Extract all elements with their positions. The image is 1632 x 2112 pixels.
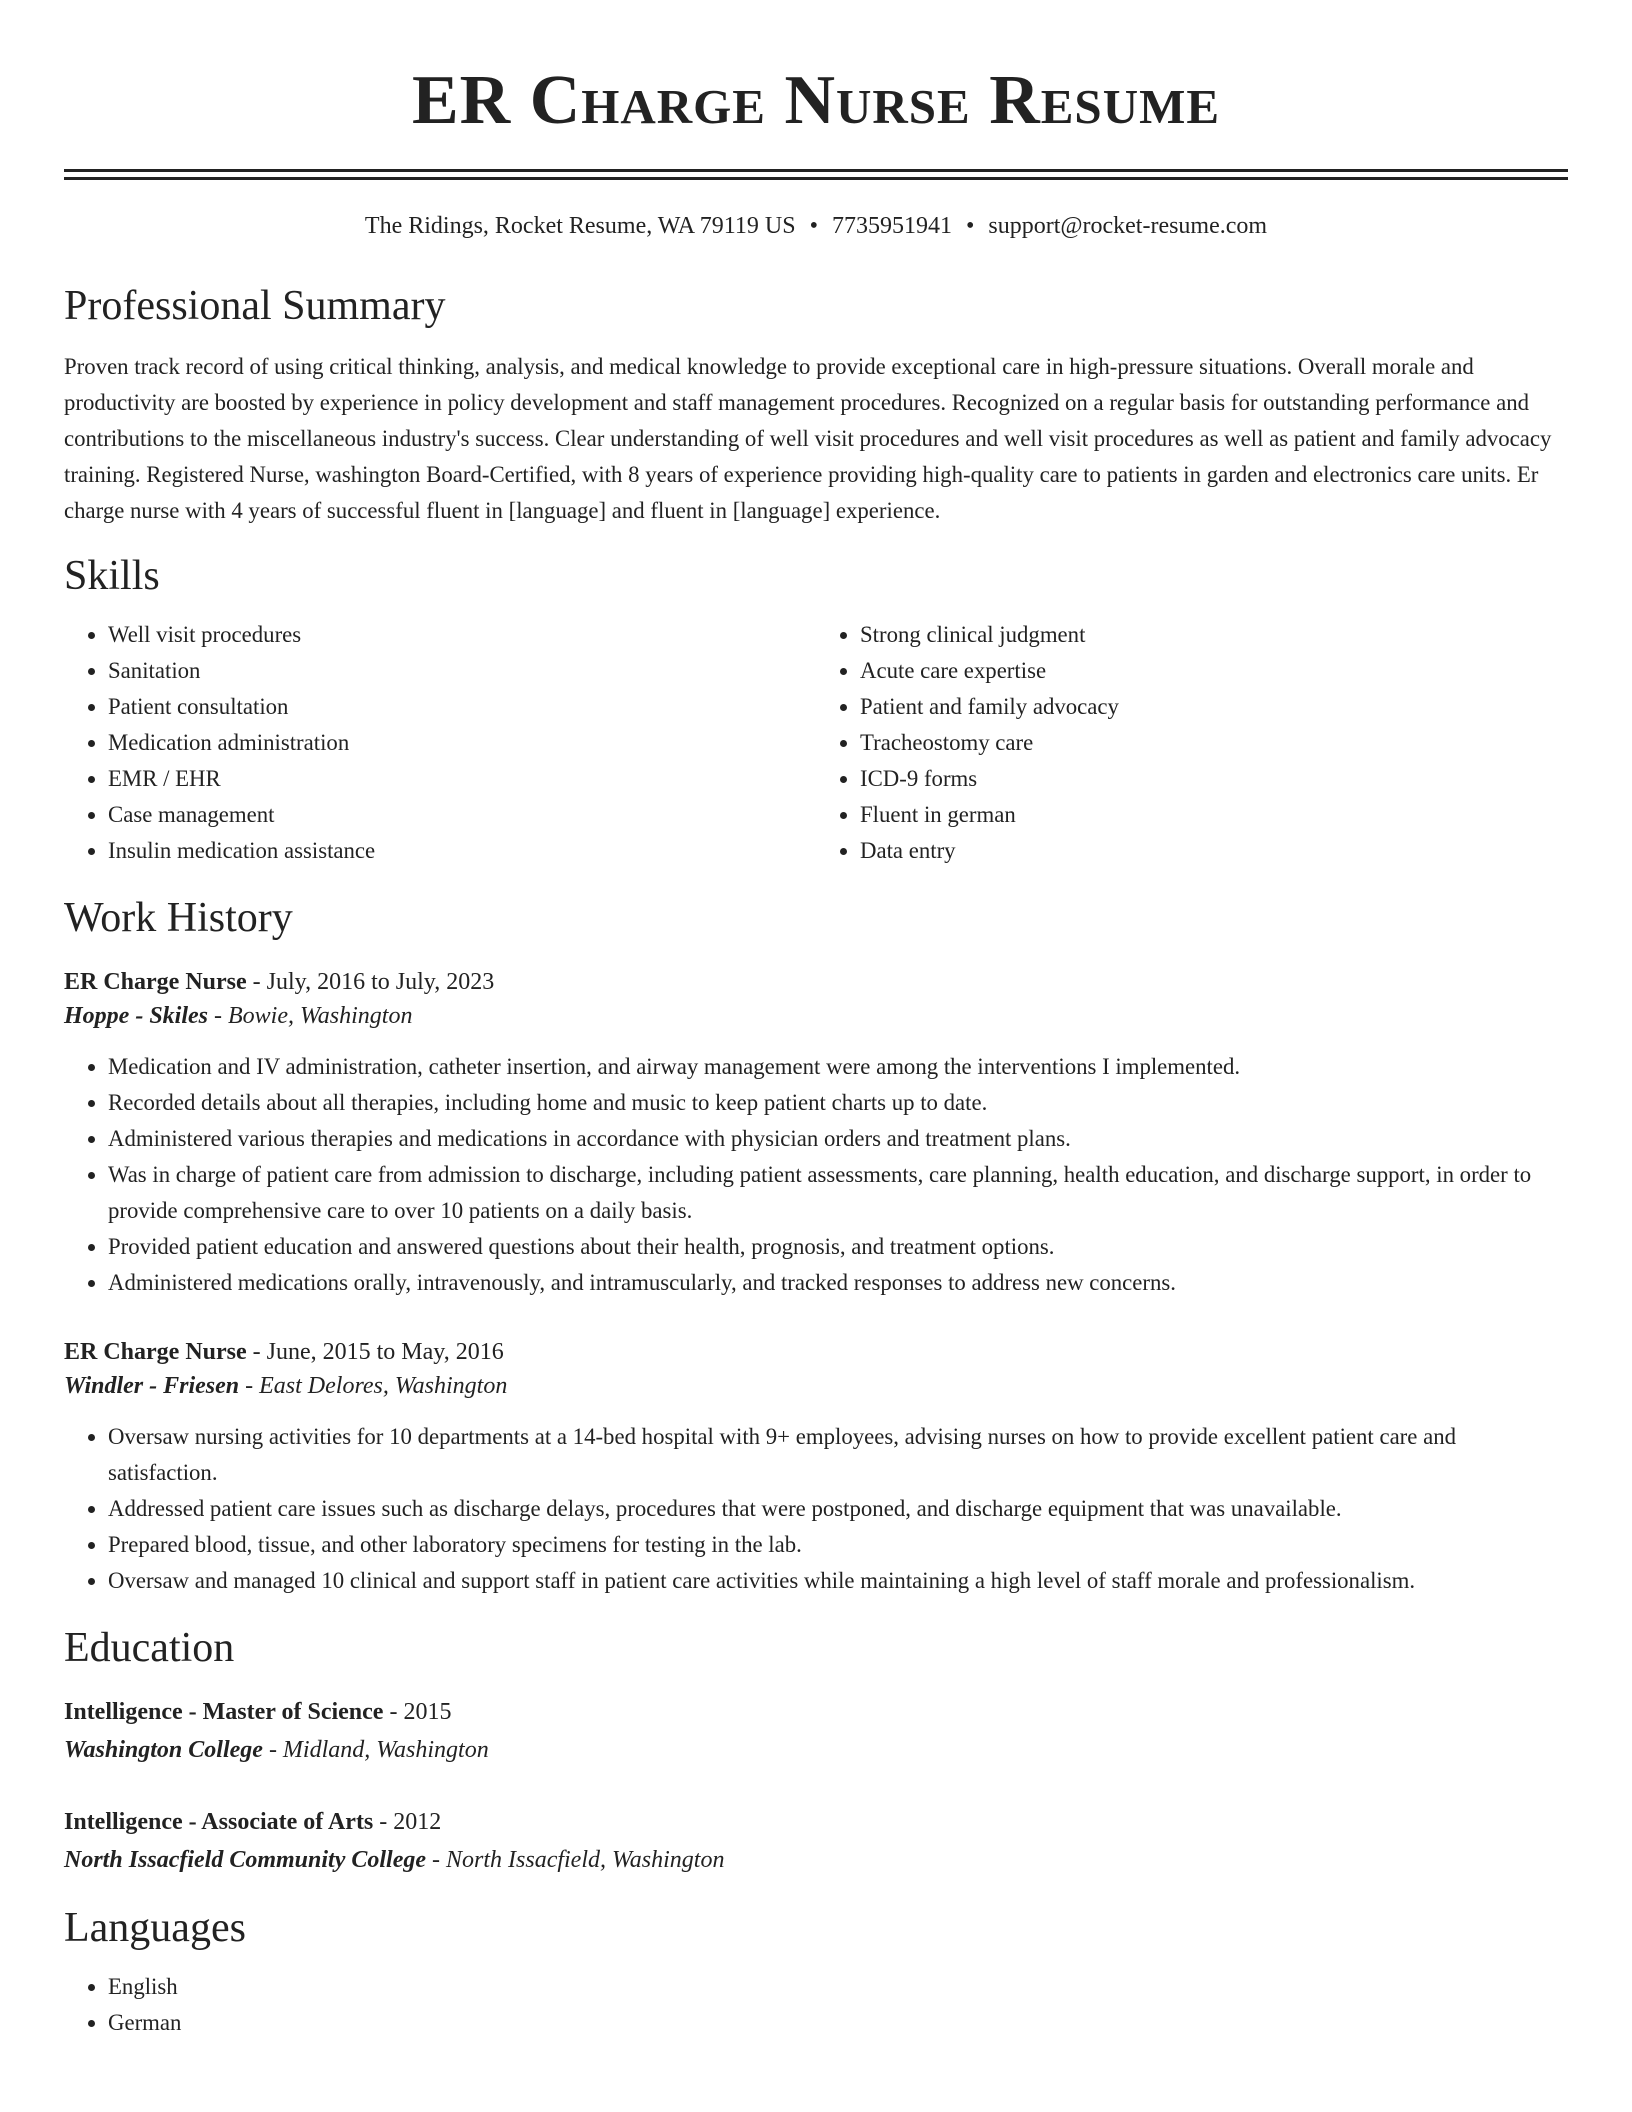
skill-item: • Sanitation	[108, 653, 816, 689]
job-location: - East Delores, Washington	[239, 1373, 508, 1399]
job-bullet: • Prepared blood, tissue, and other laboratory specimens for testing in the lab.	[108, 1527, 1568, 1563]
skills-heading: Skills	[64, 553, 160, 599]
languages-list	[64, 1969, 1568, 2041]
job-bullet: • Oversaw nursing activities for 10 departments at a 14-bed hospital with 9+ employees, advising nurses on how to provide excellent patient care and satisfaction.	[108, 1419, 1568, 1491]
education-year: - 2012	[373, 1809, 442, 1835]
job-company: Hoppe - Skiles	[64, 1003, 208, 1029]
education-school: Washington College	[64, 1737, 263, 1763]
job-location: - Bowie, Washington	[208, 1003, 413, 1029]
education-school-line	[64, 1731, 1568, 1769]
contact-address: The Ridings, Rocket Resume, WA 79119 US	[364, 213, 796, 239]
title-double-rule	[64, 169, 1568, 180]
education-year: - 2015	[383, 1699, 452, 1725]
skills-list-left	[64, 617, 816, 869]
skill-item: • EMR / EHR	[108, 761, 816, 797]
job-bullet: • Administered various therapies and medications in accordance with physician orders and treatment plans.	[108, 1121, 1568, 1157]
education-degree: Intelligence - Master of Science	[64, 1699, 384, 1725]
job-bullet: • Provided patient education and answered questions about their health, prognosis, and treatment options.	[108, 1229, 1568, 1265]
language-item: • German	[108, 2005, 1568, 2041]
summary-heading: Professional Summary	[64, 283, 446, 329]
job-title-line	[64, 965, 1568, 999]
skill-item: • Strong clinical judgment	[860, 617, 1568, 653]
education-entry	[64, 1803, 1568, 1879]
job-entry	[64, 965, 1568, 1301]
job-bullets	[64, 1049, 1568, 1301]
education-degree: Intelligence - Associate of Arts	[64, 1809, 374, 1835]
job-entry	[64, 1335, 1568, 1599]
job-dates: - June, 2015 to May, 2016	[246, 1339, 504, 1365]
skills-list-right	[816, 617, 1568, 869]
skill-item: • Patient and family advocacy	[860, 689, 1568, 725]
skill-item: • Medication administration	[108, 725, 816, 761]
education-degree-line	[64, 1803, 1568, 1841]
contact-email: support@rocket-resume.com	[988, 213, 1268, 239]
education-location: - Midland, Washington	[262, 1737, 489, 1763]
job-bullet: • Addressed patient care issues such as discharge delays, procedures that were postponed, and discharge equipment that was unavailable.	[108, 1491, 1568, 1527]
education-school-line	[64, 1841, 1568, 1879]
job-bullet: • Administered medications orally, intravenously, and intramuscularly, and tracked responses to address new concerns.	[108, 1265, 1568, 1301]
resume-title: ER Charge Nurse Resume	[411, 62, 1221, 139]
contact-separator: •	[809, 213, 818, 239]
skills-columns	[64, 617, 1568, 869]
job-title: ER Charge Nurse	[64, 969, 247, 995]
contact-phone: 7735951941	[831, 213, 952, 239]
education-degree-line	[64, 1693, 1568, 1731]
job-bullets	[64, 1419, 1568, 1599]
education-school: North Issacfield Community College	[64, 1847, 427, 1873]
education-heading: Education	[64, 1625, 235, 1671]
languages-heading: Languages	[64, 1905, 246, 1951]
education-entry	[64, 1693, 1568, 1769]
skill-item: • Case management	[108, 797, 816, 833]
job-title-line	[64, 1335, 1568, 1369]
skill-item: • Patient consultation	[108, 689, 816, 725]
contact-line	[64, 211, 1568, 241]
skill-item: • Well visit procedures	[108, 617, 816, 653]
job-dates: - July, 2016 to July, 2023	[246, 969, 495, 995]
contact-separator: •	[965, 213, 975, 239]
job-bullet: • Oversaw and managed 10 clinical and support staff in patient care activities while maintaining a high level of staff morale and professionalism.	[108, 1563, 1568, 1599]
job-title: ER Charge Nurse	[64, 1339, 247, 1365]
skill-item: • Insulin medication assistance	[108, 833, 816, 869]
job-bullet: • Was in charge of patient care from admission to discharge, including patient assessments, care planning, health education, and discharge support, in order to provide comprehensive care to over 10 patients on a daily basis.	[108, 1157, 1568, 1229]
skill-item: • Fluent in german	[860, 797, 1568, 833]
job-company: Windler - Friesen	[64, 1373, 240, 1399]
job-company-line	[64, 999, 1568, 1033]
language-item: • English	[108, 1969, 1568, 2005]
job-company-line	[64, 1369, 1568, 1403]
work-history-heading: Work History	[64, 895, 293, 941]
job-bullet: • Medication and IV administration, catheter insertion, and airway management were among the interventions I implemented.	[108, 1049, 1568, 1085]
skill-item: • Acute care expertise	[860, 653, 1568, 689]
education-location: - North Issacfield, Washington	[426, 1847, 725, 1873]
skill-item: • Tracheostomy care	[860, 725, 1568, 761]
skill-item: • Data entry	[860, 833, 1568, 869]
job-bullet: • Recorded details about all therapies, including home and music to keep patient charts up to date.	[108, 1085, 1568, 1121]
summary-text: Proven track record of using critical thinking, analysis, and medical knowledge to provide exceptional care in high-pressure situations. Overall morale and productivity are boosted by experience in policy development and staff management procedures. Recognized on a regular basis for outstanding performance and contributions to the miscellaneous industry's success. Clear understanding of well visit procedures and well visit procedures as well as patient and family advocacy training. Registered Nurse, washington Board-Certified, with 8 years of experience providing high-quality care to patients in garden and electronics care units. Er charge nurse with 4 years of successful fluent in [language] and fluent in [language] experience.	[64, 354, 1552, 523]
skill-item: • ICD-9 forms	[860, 761, 1568, 797]
